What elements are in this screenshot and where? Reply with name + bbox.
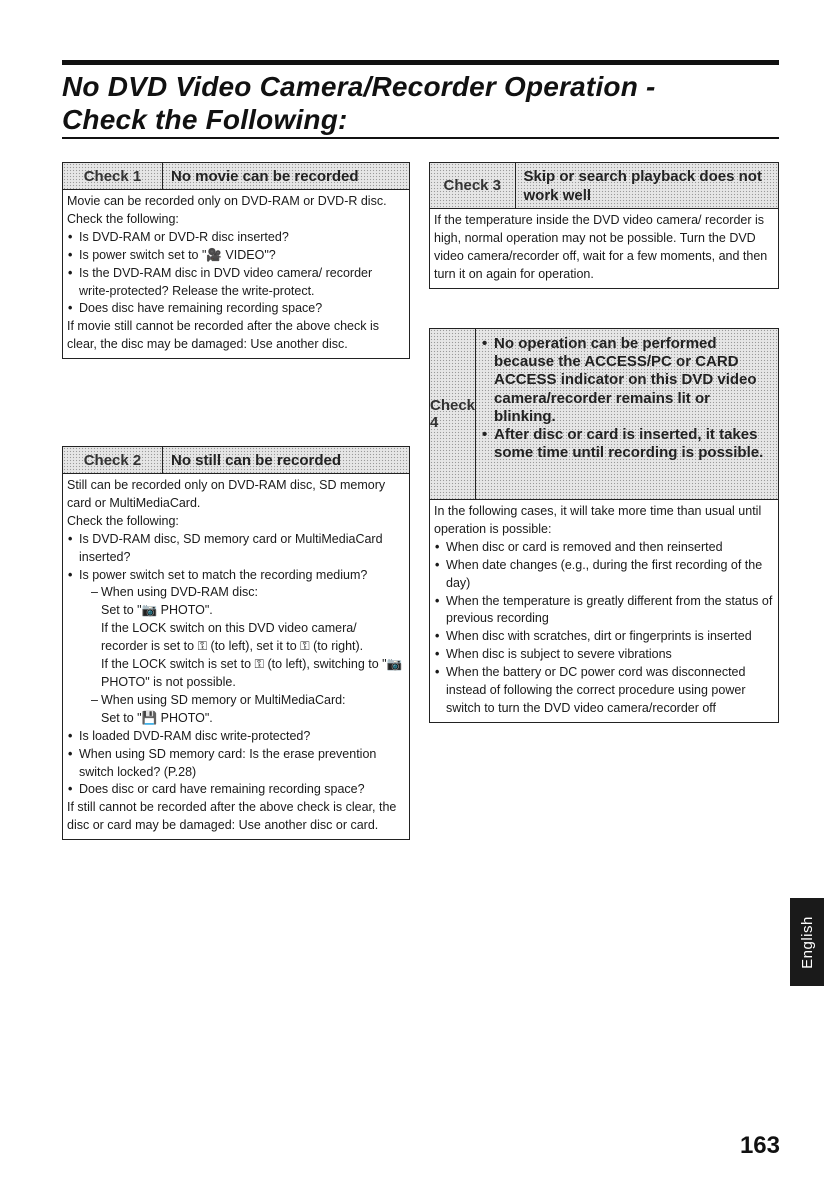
check-4-intro: In the following cases, it will take more time than usual until operation is possible:: [434, 504, 762, 536]
check-2-box: [62, 446, 410, 840]
list-item: • Is power switch set to "🎥 VIDEO"?: [67, 247, 405, 265]
list-item: • When the battery or DC power cord was disconnected instead of following the correct procedure using power switch to turn the DVD video camera/recorder off: [434, 664, 774, 718]
language-tab-label: English: [798, 915, 816, 969]
check-2-check-following: Check the following:: [67, 513, 179, 528]
check-2-label: Check 2: [63, 447, 163, 473]
check-2-heading: No still can be recorded: [171, 451, 342, 469]
list-item: • When the temperature is greatly different from the status of previous recording: [434, 593, 774, 629]
list-item: • Does disc or card have remaining recording space?: [67, 781, 405, 799]
sub-item-sd-card: [91, 692, 405, 728]
check-4-label: Check 4: [430, 329, 476, 499]
sub-item-dvd-ram: [91, 584, 405, 691]
sub-item-note: If the LOCK switch on this DVD video camera/ recorder is set to ⚿ (to left), set it to ⚿ (to right).: [101, 621, 364, 654]
check-1-label: Check 1: [63, 163, 163, 189]
list-item: • Is DVD-RAM or DVD-R disc inserted?: [67, 229, 405, 247]
check-1-outro: If movie still cannot be recorded after the above check is clear, the disc may be damaged: Use another disc.: [67, 319, 379, 352]
list-item: • Is DVD-RAM disc, SD memory card or MultiMediaCard inserted?: [67, 531, 405, 567]
check-2-sublist: [79, 584, 405, 727]
list-item: • Does disc have remaining recording space?: [67, 300, 405, 318]
page-number: 163: [739, 1132, 780, 1159]
check-3-header: [430, 163, 778, 209]
check-2-header: [63, 447, 409, 474]
check-2-item-2-text: Is power switch set to match the recording medium?: [79, 567, 368, 582]
sub-item-set: Set to "📷 PHOTO".: [101, 603, 213, 618]
list-item: • When date changes (e.g., during the first recording of the day): [434, 557, 774, 593]
check-4-heading: [476, 329, 778, 499]
list-item: • When disc with scratches, dirt or fingerprints is inserted: [434, 628, 774, 646]
list-item: • Is loaded DVD-RAM disc write-protected?: [67, 728, 405, 746]
check-2-intro: Still can be recorded only on DVD-RAM disc, SD memory card or MultiMediaCard.: [67, 478, 386, 510]
check-4-list: [434, 539, 774, 718]
check-1-body: [63, 190, 409, 358]
list-item: • When disc is subject to severe vibrations: [434, 646, 774, 664]
sub-item-note: If the LOCK switch is set to ⚿ (to left), switching to "📷 PHOTO" is not possible.: [101, 657, 403, 689]
check-4-body: [430, 500, 778, 722]
check-1-box: [62, 162, 410, 359]
check-1-header: [63, 163, 409, 190]
check-1-intro: Movie can be recorded only on DVD-RAM or DVD-R disc.: [67, 194, 387, 208]
check-1-list: [67, 229, 405, 319]
sub-item-title: – When using SD memory or MultiMediaCard:: [101, 692, 346, 707]
check-3-heading: Skip or search playback does not work well: [523, 167, 762, 204]
title-top-rule: [62, 60, 779, 65]
sub-item-title: – When using DVD-RAM disc:: [101, 585, 258, 600]
list-item: [67, 567, 405, 728]
check-1-check-following: Check the following:: [67, 211, 179, 226]
check-3-body: [430, 209, 778, 288]
list-item: • When disc or card is removed and then reinserted: [434, 539, 774, 557]
check-4-box: [429, 328, 779, 723]
check-1-heading: No movie can be recorded: [171, 167, 359, 185]
check-3-box: [429, 162, 779, 289]
check-2-outro: If still cannot be recorded after the above check is clear, the disc or card may be damaged: Use another disc or card.: [67, 800, 397, 833]
check-2-list: [67, 531, 405, 800]
check-4-header: [430, 329, 778, 500]
check-4-heading-item: • No operation can be performed because the ACCESS/PC or CARD ACCESS indicator on this DVD video camera/recorder remains lit or blinking.: [482, 335, 772, 426]
list-item: • Is the DVD-RAM disc in DVD video camera/ recorder write-protected? Release the write-protect.: [67, 265, 405, 301]
sub-item-set: Set to "💾 PHOTO".: [101, 710, 213, 725]
list-item: • When using SD memory card: Is the erase prevention switch locked? (P.28): [67, 746, 405, 782]
page-title-line1: No DVD Video Camera/Recorder Operation -: [62, 71, 656, 102]
check-3-label: Check 3: [430, 163, 516, 208]
title-bottom-rule: [62, 137, 779, 139]
check-4-heading-item: • After disc or card is inserted, it takes some time until recording is possible.: [482, 426, 772, 462]
check-2-body: [63, 474, 409, 839]
page-title-line2: Check the Following:: [62, 104, 348, 135]
page-title: [62, 70, 779, 136]
check-3-text: If the temperature inside the DVD video camera/ recorder is high, normal operation may not be possible. Turn the DVD video camera/recorder off, wait for a few moments, and then turn it on again for operation.: [434, 213, 768, 281]
language-tab: [790, 898, 824, 986]
